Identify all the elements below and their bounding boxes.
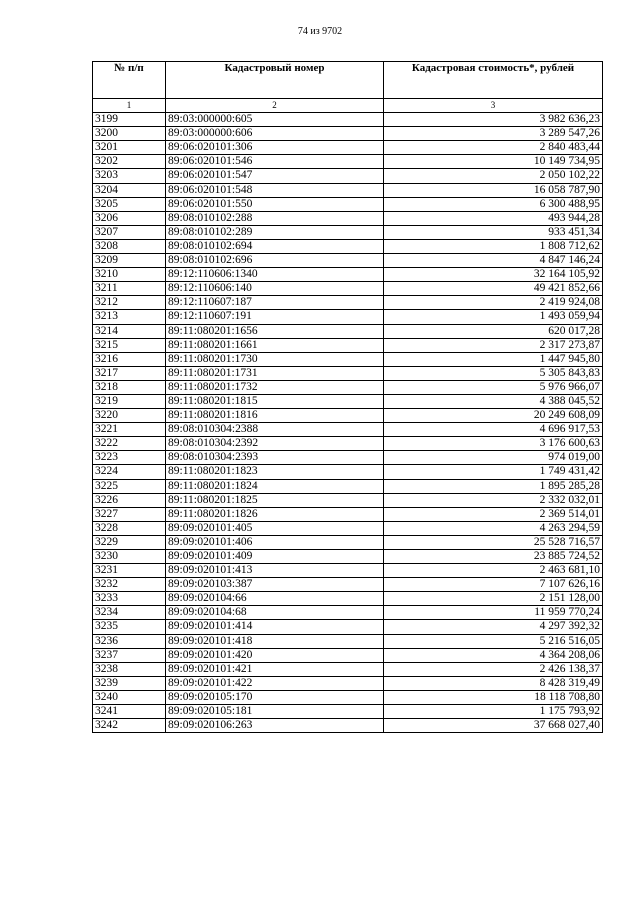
cadastral-number: 89:09:020104:66 (166, 592, 384, 606)
cadastral-value: 32 164 105,92 (384, 268, 603, 282)
table-row (93, 352, 603, 366)
row-number: 3242 (93, 719, 166, 733)
cadastral-value: 10 149 734,95 (384, 155, 603, 169)
row-number: 3204 (93, 183, 166, 197)
row-number: 3224 (93, 465, 166, 479)
cadastral-number: 89:11:080201:1823 (166, 465, 384, 479)
cadastral-value: 2 426 138,37 (384, 662, 603, 676)
cadastral-number: 89:08:010102:694 (166, 239, 384, 253)
row-number: 3228 (93, 521, 166, 535)
table-row (93, 479, 603, 493)
row-number: 3205 (93, 197, 166, 211)
cadastral-number: 89:09:020101:414 (166, 620, 384, 634)
table-row (93, 282, 603, 296)
row-number: 3199 (93, 113, 166, 127)
table-row (93, 662, 603, 676)
cadastral-value: 5 976 966,07 (384, 380, 603, 394)
cadastral-value: 18 118 708,80 (384, 690, 603, 704)
row-number: 3221 (93, 423, 166, 437)
table-row (93, 690, 603, 704)
cadastral-value: 1 749 431,42 (384, 465, 603, 479)
cadastral-number: 89:11:080201:1661 (166, 338, 384, 352)
table-body (93, 113, 603, 733)
row-number: 3212 (93, 296, 166, 310)
row-number: 3214 (93, 324, 166, 338)
table-row (93, 705, 603, 719)
cadastral-value: 933 451,34 (384, 225, 603, 239)
cadastral-number: 89:12:110607:191 (166, 310, 384, 324)
row-number: 3207 (93, 225, 166, 239)
cadastral-value: 2 463 681,10 (384, 564, 603, 578)
table-row (93, 239, 603, 253)
cadastral-value: 23 885 724,52 (384, 550, 603, 564)
row-number: 3225 (93, 479, 166, 493)
cadastral-value: 1 447 945,80 (384, 352, 603, 366)
cadastral-value: 25 528 716,57 (384, 535, 603, 549)
table-row (93, 254, 603, 268)
table-row (93, 437, 603, 451)
row-number: 3209 (93, 254, 166, 268)
cadastral-value: 11 959 770,24 (384, 606, 603, 620)
cadastral-value: 493 944,28 (384, 211, 603, 225)
table-row (93, 380, 603, 394)
cadastral-value: 2 369 514,01 (384, 507, 603, 521)
row-number: 3206 (93, 211, 166, 225)
cadastral-number: 89:06:020101:546 (166, 155, 384, 169)
row-number: 3222 (93, 437, 166, 451)
table-row (93, 634, 603, 648)
cadastral-number: 89:09:020101:405 (166, 521, 384, 535)
cadastral-value: 2 151 128,00 (384, 592, 603, 606)
table-row (93, 409, 603, 423)
row-number: 3227 (93, 507, 166, 521)
cadastral-value: 8 428 319,49 (384, 676, 603, 690)
cadastral-number: 89:11:080201:1732 (166, 380, 384, 394)
cadastral-number: 89:11:080201:1656 (166, 324, 384, 338)
table-row (93, 394, 603, 408)
cadastral-number: 89:03:000000:605 (166, 113, 384, 127)
cadastral-value: 974 019,00 (384, 451, 603, 465)
header-number: № п/п (93, 62, 166, 99)
table-row (93, 578, 603, 592)
row-number: 3239 (93, 676, 166, 690)
cadastral-number: 89:06:020101:306 (166, 141, 384, 155)
cadastral-value: 6 300 488,95 (384, 197, 603, 211)
header-cadastral-number: Кадастровый номер (166, 62, 384, 99)
cadastral-value: 2 419 924,08 (384, 296, 603, 310)
row-number: 3241 (93, 705, 166, 719)
row-number: 3218 (93, 380, 166, 394)
row-number: 3238 (93, 662, 166, 676)
table-row (93, 719, 603, 733)
column-number-3: 3 (384, 99, 603, 113)
table-row (93, 592, 603, 606)
cadastral-value: 1 493 059,94 (384, 310, 603, 324)
row-number: 3200 (93, 127, 166, 141)
table-row (93, 268, 603, 282)
header-cadastral-value: Кадастровая стоимость*, рублей (384, 62, 603, 99)
cadastral-value: 37 668 027,40 (384, 719, 603, 733)
cadastral-number: 89:09:020101:418 (166, 634, 384, 648)
row-number: 3219 (93, 394, 166, 408)
cadastral-value: 20 249 608,09 (384, 409, 603, 423)
cadastral-value: 3 176 600,63 (384, 437, 603, 451)
table-row (93, 310, 603, 324)
cadastral-value: 2 332 032,01 (384, 493, 603, 507)
cadastral-number: 89:09:020104:68 (166, 606, 384, 620)
cadastral-value: 5 305 843,83 (384, 366, 603, 380)
table-row (93, 550, 603, 564)
row-number: 3211 (93, 282, 166, 296)
cadastral-number: 89:08:010102:696 (166, 254, 384, 268)
table-row (93, 127, 603, 141)
cadastral-number: 89:08:010102:289 (166, 225, 384, 239)
cadastral-value: 4 388 045,52 (384, 394, 603, 408)
cadastral-number: 89:11:080201:1816 (166, 409, 384, 423)
table-row (93, 521, 603, 535)
cadastral-number: 89:11:080201:1826 (166, 507, 384, 521)
row-number: 3216 (93, 352, 166, 366)
column-number-2: 2 (166, 99, 384, 113)
cadastral-value: 2 317 273,87 (384, 338, 603, 352)
cadastral-table (92, 61, 603, 733)
table-row (93, 169, 603, 183)
cadastral-value: 1 895 285,28 (384, 479, 603, 493)
column-number-row (93, 99, 603, 113)
row-number: 3226 (93, 493, 166, 507)
table-row (93, 507, 603, 521)
table-row (93, 225, 603, 239)
row-number: 3213 (93, 310, 166, 324)
cadastral-number: 89:08:010304:2393 (166, 451, 384, 465)
cadastral-number: 89:08:010304:2392 (166, 437, 384, 451)
table-row (93, 366, 603, 380)
cadastral-number: 89:09:020105:181 (166, 705, 384, 719)
row-number: 3220 (93, 409, 166, 423)
cadastral-value: 2 050 102,22 (384, 169, 603, 183)
cadastral-number: 89:08:010102:288 (166, 211, 384, 225)
cadastral-number: 89:09:020101:420 (166, 648, 384, 662)
row-number: 3237 (93, 648, 166, 662)
table-row (93, 451, 603, 465)
cadastral-value: 5 216 516,05 (384, 634, 603, 648)
cadastral-number: 89:09:020105:170 (166, 690, 384, 704)
table-row (93, 155, 603, 169)
table-row (93, 183, 603, 197)
cadastral-number: 89:11:080201:1731 (166, 366, 384, 380)
table-row (93, 211, 603, 225)
row-number: 3208 (93, 239, 166, 253)
cadastral-value: 4 696 917,53 (384, 423, 603, 437)
row-number: 3234 (93, 606, 166, 620)
cadastral-number: 89:06:020101:550 (166, 197, 384, 211)
cadastral-value: 620 017,28 (384, 324, 603, 338)
row-number: 3210 (93, 268, 166, 282)
table-row (93, 197, 603, 211)
table-row (93, 338, 603, 352)
row-number: 3202 (93, 155, 166, 169)
cadastral-number: 89:12:110606:140 (166, 282, 384, 296)
cadastral-number: 89:06:020101:547 (166, 169, 384, 183)
cadastral-value: 2 840 483,44 (384, 141, 603, 155)
row-number: 3217 (93, 366, 166, 380)
header-row (93, 62, 603, 99)
cadastral-number: 89:12:110606:1340 (166, 268, 384, 282)
cadastral-value: 49 421 852,66 (384, 282, 603, 296)
row-number: 3231 (93, 564, 166, 578)
table-row (93, 493, 603, 507)
table-row (93, 606, 603, 620)
table-row (93, 620, 603, 634)
cadastral-number: 89:09:020101:406 (166, 535, 384, 549)
cadastral-number: 89:09:020101:421 (166, 662, 384, 676)
cadastral-number: 89:09:020103:387 (166, 578, 384, 592)
page-header: 74 из 9702 (297, 26, 343, 37)
row-number: 3229 (93, 535, 166, 549)
row-number: 3201 (93, 141, 166, 155)
row-number: 3236 (93, 634, 166, 648)
row-number: 3235 (93, 620, 166, 634)
table-row (93, 465, 603, 479)
cadastral-value: 3 289 547,26 (384, 127, 603, 141)
cadastral-number: 89:09:020106:263 (166, 719, 384, 733)
table-row (93, 423, 603, 437)
cadastral-number: 89:08:010304:2388 (166, 423, 384, 437)
cadastral-number: 89:11:080201:1730 (166, 352, 384, 366)
cadastral-number: 89:11:080201:1815 (166, 394, 384, 408)
cadastral-number: 89:09:020101:422 (166, 676, 384, 690)
row-number: 3230 (93, 550, 166, 564)
cadastral-value: 1 175 793,92 (384, 705, 603, 719)
cadastral-value: 7 107 626,16 (384, 578, 603, 592)
cadastral-number: 89:09:020101:409 (166, 550, 384, 564)
row-number: 3232 (93, 578, 166, 592)
cadastral-value: 3 982 636,23 (384, 113, 603, 127)
cadastral-value: 16 058 787,90 (384, 183, 603, 197)
table-row (93, 564, 603, 578)
row-number: 3215 (93, 338, 166, 352)
row-number: 3233 (93, 592, 166, 606)
table-row (93, 296, 603, 310)
row-number: 3240 (93, 690, 166, 704)
table-row (93, 648, 603, 662)
cadastral-number: 89:09:020101:413 (166, 564, 384, 578)
table-row (93, 676, 603, 690)
cadastral-value: 4 364 208,06 (384, 648, 603, 662)
table-row (93, 113, 603, 127)
table-row (93, 535, 603, 549)
cadastral-number: 89:03:000000:606 (166, 127, 384, 141)
cadastral-number: 89:11:080201:1824 (166, 479, 384, 493)
cadastral-value: 1 808 712,62 (384, 239, 603, 253)
cadastral-value: 4 263 294,59 (384, 521, 603, 535)
cadastral-number: 89:12:110607:187 (166, 296, 384, 310)
cadastral-number: 89:11:080201:1825 (166, 493, 384, 507)
row-number: 3223 (93, 451, 166, 465)
cadastral-number: 89:06:020101:548 (166, 183, 384, 197)
cadastral-value: 4 847 146,24 (384, 254, 603, 268)
cadastral-value: 4 297 392,32 (384, 620, 603, 634)
row-number: 3203 (93, 169, 166, 183)
table-row (93, 141, 603, 155)
table-row (93, 324, 603, 338)
column-number-1: 1 (93, 99, 166, 113)
